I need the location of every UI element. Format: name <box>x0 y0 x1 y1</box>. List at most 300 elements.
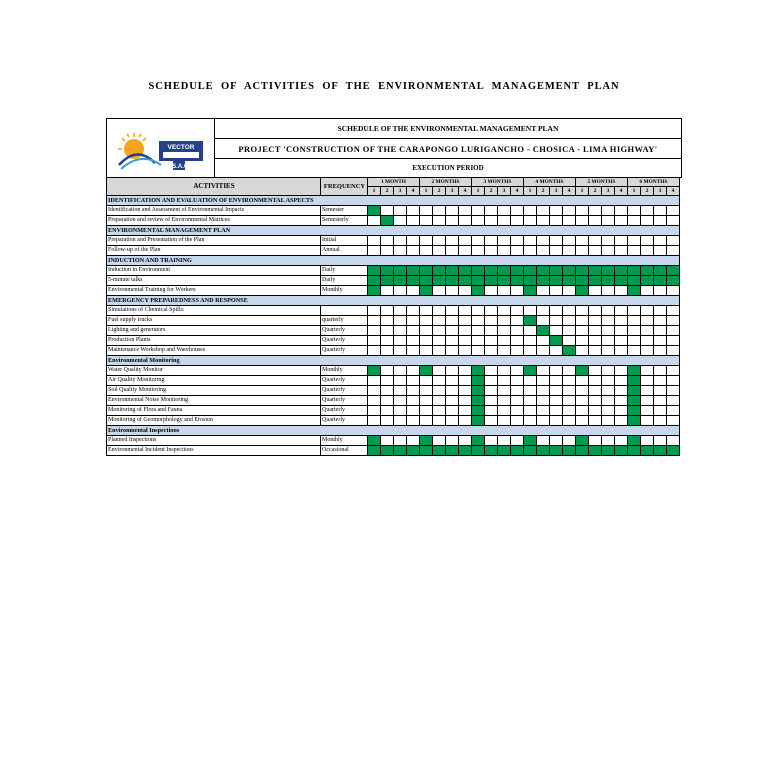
week-cell <box>511 366 524 376</box>
scheduled-week-cell <box>641 446 654 456</box>
scheduled-week-cell <box>550 276 563 286</box>
week-cell <box>602 206 615 216</box>
scheduled-week-cell <box>368 206 381 216</box>
week-cell <box>576 386 589 396</box>
week-cell <box>576 246 589 256</box>
week-cell <box>446 396 459 406</box>
week-cell <box>394 386 407 396</box>
week-cell <box>420 306 433 316</box>
week-cell <box>654 216 667 226</box>
week-cell <box>485 246 498 256</box>
week-cell <box>641 346 654 356</box>
activity-name: Production Plants <box>107 336 321 346</box>
week-cell <box>563 416 576 426</box>
week-cell <box>446 216 459 226</box>
week-cell <box>381 396 394 406</box>
scheduled-week-cell <box>576 366 589 376</box>
week-cell <box>472 326 485 336</box>
week-cell <box>485 436 498 446</box>
scheduled-week-cell <box>524 366 537 376</box>
scheduled-week-cell <box>537 266 550 276</box>
week-cell <box>589 306 602 316</box>
activity-frequency <box>321 306 368 316</box>
week-cell <box>511 416 524 426</box>
week-cell <box>667 306 680 316</box>
week-cell <box>407 366 420 376</box>
week-cell <box>394 246 407 256</box>
week-cell <box>498 316 511 326</box>
scheduled-week-cell <box>472 446 485 456</box>
activity-frequency: Monthly <box>321 286 368 296</box>
week-cell <box>394 216 407 226</box>
section-label: Environmental Inspections <box>107 426 680 436</box>
scheduled-week-cell <box>654 266 667 276</box>
week-cell <box>615 316 628 326</box>
week-cell <box>667 386 680 396</box>
week-cell <box>459 376 472 386</box>
scheduled-week-cell <box>368 446 381 456</box>
week-cell <box>667 286 680 296</box>
week-header: 3 <box>654 187 667 196</box>
week-header: 4 <box>511 187 524 196</box>
week-cell <box>511 386 524 396</box>
month-header: 6 MONTHS <box>628 178 680 187</box>
section-row <box>107 426 680 436</box>
company-logo <box>106 118 215 178</box>
week-cell <box>446 236 459 246</box>
week-cell <box>641 206 654 216</box>
week-cell <box>524 416 537 426</box>
scheduled-week-cell <box>628 436 641 446</box>
week-cell <box>563 216 576 226</box>
activity-frequency: Initial <box>321 236 368 246</box>
activity-row <box>107 306 680 316</box>
week-cell <box>667 436 680 446</box>
week-cell <box>563 236 576 246</box>
scheduled-week-cell <box>368 366 381 376</box>
week-cell <box>628 216 641 226</box>
week-cell <box>589 386 602 396</box>
week-cell <box>381 316 394 326</box>
week-cell <box>511 406 524 416</box>
scheduled-week-cell <box>459 446 472 456</box>
project-title-cell <box>214 138 682 159</box>
week-cell <box>485 386 498 396</box>
scheduled-week-cell <box>472 416 485 426</box>
week-cell <box>563 436 576 446</box>
week-cell <box>381 336 394 346</box>
scheduled-week-cell <box>472 286 485 296</box>
section-row <box>107 356 680 366</box>
scheduled-week-cell <box>472 396 485 406</box>
week-header: 3 <box>498 187 511 196</box>
week-cell <box>589 376 602 386</box>
week-cell <box>667 376 680 386</box>
activity-row <box>107 396 680 406</box>
week-cell <box>368 316 381 326</box>
week-header: 4 <box>615 187 628 196</box>
week-cell <box>628 346 641 356</box>
scheduled-week-cell <box>628 286 641 296</box>
week-cell <box>537 286 550 296</box>
scheduled-week-cell <box>628 276 641 286</box>
week-cell <box>511 346 524 356</box>
activity-frequency: Quarterly <box>321 336 368 346</box>
scheduled-week-cell <box>511 266 524 276</box>
week-cell <box>459 366 472 376</box>
week-cell <box>654 376 667 386</box>
scheduled-week-cell <box>472 436 485 446</box>
activity-row <box>107 406 680 416</box>
week-cell <box>667 396 680 406</box>
activity-frequency: Quarterly <box>321 376 368 386</box>
week-cell <box>394 316 407 326</box>
week-cell <box>446 326 459 336</box>
scheduled-week-cell <box>368 276 381 286</box>
activity-row <box>107 206 680 216</box>
activity-name: Simulations of Chemical Spills: <box>107 306 321 316</box>
week-cell <box>472 306 485 316</box>
execution-period-cell <box>214 158 682 178</box>
week-cell <box>524 326 537 336</box>
activity-frequency: quarterly <box>321 316 368 326</box>
week-cell <box>550 376 563 386</box>
week-cell <box>420 316 433 326</box>
activity-name: Water Quality Monitor <box>107 366 321 376</box>
week-cell <box>433 376 446 386</box>
scheduled-week-cell <box>667 446 680 456</box>
week-cell <box>550 306 563 316</box>
week-cell <box>446 366 459 376</box>
week-cell <box>641 436 654 446</box>
schedule-title-cell <box>214 118 682 139</box>
scheduled-week-cell <box>498 446 511 456</box>
week-cell <box>511 236 524 246</box>
scheduled-week-cell <box>433 266 446 276</box>
week-cell <box>511 376 524 386</box>
week-cell <box>576 396 589 406</box>
scheduled-week-cell <box>420 436 433 446</box>
week-cell <box>368 376 381 386</box>
week-cell <box>641 246 654 256</box>
week-cell <box>446 416 459 426</box>
week-cell <box>615 376 628 386</box>
scheduled-week-cell <box>667 266 680 276</box>
scheduled-week-cell <box>550 266 563 276</box>
scheduled-week-cell <box>472 376 485 386</box>
week-cell <box>667 236 680 246</box>
week-cell <box>420 326 433 336</box>
week-cell <box>459 216 472 226</box>
week-cell <box>654 306 667 316</box>
activity-name: Environmental Incident Inspections <box>107 446 321 456</box>
scheduled-week-cell <box>537 326 550 336</box>
activity-row <box>107 376 680 386</box>
activity-name: Air Quality Monitoring <box>107 376 321 386</box>
week-cell <box>433 336 446 346</box>
week-cell <box>537 216 550 226</box>
document-title: SCHEDULE OF ACTIVITIES OF THE ENVIRONMENTAL MANAGEMENT PLAN <box>148 81 620 92</box>
section-label: IDENTIFICATION AND EVALUATION OF ENVIRONMENTAL ASPECTS <box>107 196 680 206</box>
week-cell <box>485 236 498 246</box>
section-row <box>107 296 680 306</box>
scheduled-week-cell <box>589 276 602 286</box>
week-cell <box>407 206 420 216</box>
week-cell <box>485 316 498 326</box>
scheduled-week-cell <box>446 446 459 456</box>
week-cell <box>407 416 420 426</box>
scheduled-week-cell <box>459 276 472 286</box>
schedule-header <box>106 118 682 178</box>
scheduled-week-cell <box>615 446 628 456</box>
schedule-title: SCHEDULE OF THE ENVIRONMENTAL MANAGEMENT PLAN <box>337 124 559 133</box>
week-cell <box>498 286 511 296</box>
scheduled-week-cell <box>368 436 381 446</box>
scheduled-week-cell <box>628 446 641 456</box>
scheduled-week-cell <box>407 446 420 456</box>
week-cell <box>615 286 628 296</box>
week-cell <box>511 246 524 256</box>
week-cell <box>381 346 394 356</box>
scheduled-week-cell <box>381 446 394 456</box>
scheduled-week-cell <box>628 266 641 276</box>
week-cell <box>433 306 446 316</box>
week-cell <box>394 336 407 346</box>
week-cell <box>381 236 394 246</box>
scheduled-week-cell <box>576 266 589 276</box>
scheduled-week-cell <box>472 406 485 416</box>
week-cell <box>381 246 394 256</box>
activity-name: Preparation and review of Environmental Matrices <box>107 216 321 226</box>
week-cell <box>576 416 589 426</box>
week-cell <box>407 336 420 346</box>
week-cell <box>446 316 459 326</box>
week-cell <box>420 346 433 356</box>
week-cell <box>498 326 511 336</box>
week-cell <box>446 386 459 396</box>
week-cell <box>407 286 420 296</box>
scheduled-week-cell <box>641 276 654 286</box>
scheduled-week-cell <box>589 266 602 276</box>
activity-frequency: Quarterly <box>321 396 368 406</box>
week-cell <box>563 336 576 346</box>
week-cell <box>472 246 485 256</box>
week-header: 1 <box>628 187 641 196</box>
week-cell <box>524 346 537 356</box>
week-cell <box>485 326 498 336</box>
activity-name: Induction in Environment <box>107 266 321 276</box>
week-cell <box>407 376 420 386</box>
section-label: Environmental Monitoring <box>107 356 680 366</box>
week-cell <box>420 396 433 406</box>
week-cell <box>537 376 550 386</box>
week-cell <box>615 326 628 336</box>
week-cell <box>563 316 576 326</box>
week-cell <box>368 396 381 406</box>
activity-name: Planned Inspections <box>107 436 321 446</box>
scheduled-week-cell <box>511 276 524 286</box>
scheduled-week-cell <box>420 446 433 456</box>
week-cell <box>589 246 602 256</box>
week-header: 4 <box>667 187 680 196</box>
activity-name: Monitoring of Flora and Fauna <box>107 406 321 416</box>
scheduled-week-cell <box>563 266 576 276</box>
week-cell <box>615 336 628 346</box>
week-cell <box>407 236 420 246</box>
week-cell <box>485 306 498 316</box>
scheduled-week-cell <box>381 266 394 276</box>
activity-name: Environmental Noise Monitoring <box>107 396 321 406</box>
week-cell <box>641 396 654 406</box>
scheduled-week-cell <box>524 286 537 296</box>
week-cell <box>485 366 498 376</box>
week-cell <box>576 376 589 386</box>
week-cell <box>498 206 511 216</box>
week-cell <box>381 436 394 446</box>
week-cell <box>368 336 381 346</box>
week-cell <box>485 396 498 406</box>
week-cell <box>459 306 472 316</box>
week-cell <box>537 206 550 216</box>
week-header: 3 <box>394 187 407 196</box>
week-cell <box>602 366 615 376</box>
month-header: 3 MONTHS <box>472 178 524 187</box>
week-cell <box>524 246 537 256</box>
month-header: 1 MONTH <box>368 178 420 187</box>
week-cell <box>589 236 602 246</box>
scheduled-week-cell <box>420 366 433 376</box>
week-cell <box>654 206 667 216</box>
week-cell <box>446 406 459 416</box>
week-cell <box>511 396 524 406</box>
scheduled-week-cell <box>498 276 511 286</box>
week-cell <box>602 216 615 226</box>
week-cell <box>563 326 576 336</box>
week-cell <box>433 326 446 336</box>
week-cell <box>368 346 381 356</box>
week-cell <box>537 386 550 396</box>
activity-frequency: Quarterly <box>321 406 368 416</box>
week-cell <box>368 416 381 426</box>
week-cell <box>628 336 641 346</box>
activity-frequency: Quarterly <box>321 416 368 426</box>
activity-row <box>107 436 680 446</box>
week-cell <box>433 286 446 296</box>
activity-frequency: Monthly <box>321 436 368 446</box>
week-cell <box>537 436 550 446</box>
week-cell <box>459 406 472 416</box>
week-cell <box>576 346 589 356</box>
section-row <box>107 226 680 236</box>
week-cell <box>667 206 680 216</box>
scheduled-week-cell <box>472 366 485 376</box>
activity-name: Identification and Assessment of Environmental Impacts <box>107 206 321 216</box>
scheduled-week-cell <box>368 286 381 296</box>
week-cell <box>524 306 537 316</box>
week-cell <box>368 216 381 226</box>
week-cell <box>433 366 446 376</box>
week-cell <box>589 316 602 326</box>
week-cell <box>667 406 680 416</box>
week-cell <box>407 396 420 406</box>
week-cell <box>589 216 602 226</box>
week-cell <box>563 206 576 216</box>
week-cell <box>407 246 420 256</box>
week-cell <box>511 436 524 446</box>
activity-name: Maintenance Workshop and Warehouses <box>107 346 321 356</box>
execution-period-label: EXECUTION PERIOD <box>412 164 484 172</box>
scheduled-week-cell <box>420 286 433 296</box>
week-cell <box>446 246 459 256</box>
scheduled-week-cell <box>472 266 485 276</box>
week-cell <box>537 316 550 326</box>
week-cell <box>433 246 446 256</box>
scheduled-week-cell <box>628 406 641 416</box>
week-cell <box>524 406 537 416</box>
activity-frequency: Semester <box>321 206 368 216</box>
activity-row <box>107 336 680 346</box>
scheduled-week-cell <box>472 386 485 396</box>
activity-frequency: Quarterly <box>321 346 368 356</box>
week-cell <box>628 306 641 316</box>
activity-name: 5-minute talks <box>107 276 321 286</box>
scheduled-week-cell <box>641 266 654 276</box>
week-cell <box>498 366 511 376</box>
week-cell <box>537 396 550 406</box>
week-cell <box>524 216 537 226</box>
week-cell <box>485 206 498 216</box>
week-cell <box>654 286 667 296</box>
week-cell <box>615 366 628 376</box>
week-cell <box>394 286 407 296</box>
scheduled-week-cell <box>381 276 394 286</box>
week-cell <box>537 236 550 246</box>
section-label: ENVIRONMENTAL MANAGEMENT PLAN <box>107 226 680 236</box>
week-cell <box>472 206 485 216</box>
week-cell <box>498 246 511 256</box>
activity-row <box>107 246 680 256</box>
scheduled-week-cell <box>563 346 576 356</box>
week-header: 4 <box>459 187 472 196</box>
week-cell <box>381 326 394 336</box>
week-cell <box>524 396 537 406</box>
week-cell <box>641 286 654 296</box>
month-header: 2 MONTHS <box>420 178 472 187</box>
activity-row <box>107 326 680 336</box>
week-cell <box>641 386 654 396</box>
week-cell <box>485 336 498 346</box>
activity-frequency: Quarterly <box>321 386 368 396</box>
week-cell <box>654 396 667 406</box>
week-cell <box>394 236 407 246</box>
week-cell <box>368 326 381 336</box>
week-cell <box>602 436 615 446</box>
week-cell <box>446 376 459 386</box>
activity-row <box>107 366 680 376</box>
week-cell <box>641 376 654 386</box>
week-cell <box>537 246 550 256</box>
week-cell <box>563 306 576 316</box>
week-cell <box>498 406 511 416</box>
week-cell <box>394 306 407 316</box>
week-cell <box>537 346 550 356</box>
scheduled-week-cell <box>576 286 589 296</box>
week-cell <box>667 336 680 346</box>
week-header: 1 <box>368 187 381 196</box>
week-cell <box>550 316 563 326</box>
week-cell <box>550 326 563 336</box>
week-cell <box>667 366 680 376</box>
